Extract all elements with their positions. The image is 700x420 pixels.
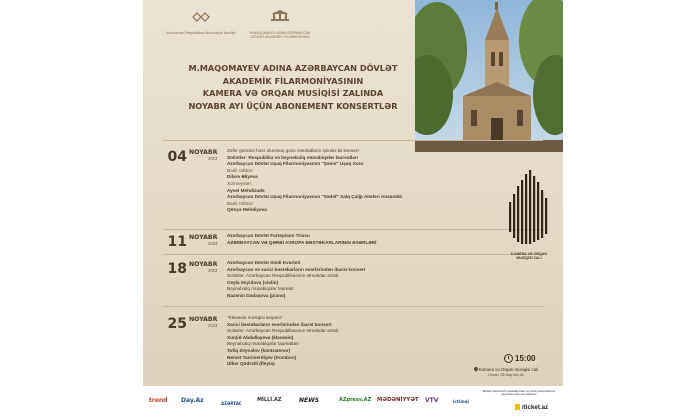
logos [161, 10, 311, 50]
sponsor-logo: trend [149, 397, 168, 404]
hall-name-line: KAMERA VƏ ORQAN [510, 252, 548, 256]
sponsor-logo: AZƏRTAC [221, 401, 242, 406]
philharmonic-emblem-icon [269, 10, 291, 24]
event-year: 2023 [208, 241, 218, 246]
event-line: Azərbaycan Dövlət Fortepiano Triosu [227, 233, 310, 238]
event-line: "Klavesin musiqisi axşamı" [227, 315, 283, 320]
event-line: Zəfər gününə həsr olunmuş gənc istedadların iştirakı ilə konsert [227, 148, 359, 153]
location-pin-icon [473, 366, 479, 372]
event-line: Tofiq Zeynalov (kontratenor) [227, 347, 291, 353]
event-line: Bədii rəhbər: [227, 200, 254, 206]
sponsor-logo: MİLLİ.AZ [257, 397, 282, 403]
event-day: 11 [167, 234, 187, 250]
divider [163, 140, 543, 141]
philharmonic-logo-text: M.MAQOMAYEV ADINA AZƏRBAYCAN DÖVLƏT AKADEMİK FİLARMONİYASI [249, 31, 311, 39]
event-line: Ceyla Seyidova (violin) [227, 279, 279, 285]
church-photo [415, 0, 563, 152]
ministry-logo [161, 10, 241, 35]
divider [163, 229, 543, 230]
event-line: Solistlər: Respublika və beynəlxalq müsabiqələr laureatları [227, 154, 359, 160]
event-line: Nemət Tanrıverdiyev (trombon) [227, 354, 297, 360]
ticket-note: Biletləri şəhərimizin kassalarından və online www.iticket.az saytından əldə edə bilərsiniz [482, 389, 556, 397]
event-month: NOYABR [189, 234, 218, 241]
ministry-logo-text: Azərbaycan Respublikası Mədəniyyət Nazirliyi [166, 31, 236, 35]
event-line: Xurşid Abdullayeva (klavesin) [227, 334, 294, 340]
event-year: 2023 [208, 156, 218, 161]
event-details [227, 315, 527, 368]
hall-name [493, 252, 563, 261]
event-details [227, 233, 527, 246]
divider [163, 254, 543, 255]
event-details [227, 148, 527, 214]
concert-poster [143, 0, 563, 420]
event-line: Solistlər: Azərbaycan Respublikasının Əməkdar artisti [227, 273, 339, 279]
venue [451, 367, 561, 372]
event-line: Azərbaycan və xarici bəstəkarların əsərlərindən ibarət konsert [227, 266, 366, 272]
ministry-emblem-icon [190, 10, 212, 24]
event-line: Aysel Mehdizadə [227, 187, 265, 193]
event-details [227, 260, 527, 300]
organ-pipes-icon [507, 168, 551, 248]
event-month: NOYABR [189, 316, 218, 323]
sponsor-logo: Day.Az [181, 397, 204, 404]
event-day: 04 [167, 149, 187, 165]
sponsor-logo: VTV [425, 397, 439, 404]
event-line: Xarici bəstəkarların əsərlərindən ibarət konsert [227, 321, 332, 327]
title-line: NOYABR AYI ÜÇÜN ABONEMENT KONSERTLƏR [188, 100, 398, 111]
sponsor-logo: MƏDƏNİYYƏT [377, 397, 419, 403]
event-line: AZƏRBAYCAN VƏ QƏRBİ AVROPA BƏSTƏKARLARININ ƏSƏRLƏRİ [227, 239, 377, 245]
event-day: 18 [167, 261, 187, 277]
event-year: 2023 [208, 268, 218, 273]
divider [163, 306, 543, 307]
event-line: Bədii rəhbər: [227, 167, 254, 173]
address: Ünvan: 28 May küç.41 [488, 373, 524, 377]
event-line: Azərbaycan Dövlət Uşaq Filarmoniyasının "Şəms" Uşaq Xoru [227, 161, 364, 167]
event-line: Beynəlxalq müsabiqələr laureatı [227, 286, 294, 292]
venue-name: Kamera və Orqan musiqisi zalı [478, 367, 539, 372]
sponsor-bar [143, 386, 563, 420]
event-line: Beynəlxalq müsabiqələr laureatları [227, 341, 299, 347]
event-line: Qönçə Mehdiyeva [227, 207, 267, 213]
sponsor-logo: AZpress.AZ [339, 397, 372, 403]
sponsor-logo: NEWS [299, 397, 320, 404]
concert-time: 15:00 [515, 354, 536, 363]
event-month: NOYABR [189, 149, 218, 156]
hall-name-line: MUSİQİSİ ZALI [516, 256, 542, 261]
title-line: AKADEMİK FİLARMONİYASININ [222, 75, 364, 86]
event-line: Solistlər: Azərbaycan Respublikasının Əməkdar artisti [227, 328, 339, 334]
iticket-logo: iticket.az [515, 404, 548, 411]
event-line: Azərbaycan Dövlət Simli Kvarteti [227, 260, 301, 265]
event-line: Ülkər Qüdrətli (fleyta) [227, 361, 275, 367]
title-line: M.MAQOMAYEV ADINA AZƏRBAYCAN DÖVLƏT [188, 63, 398, 73]
clock-icon [504, 354, 513, 363]
sponsor-logo: ictimai [453, 399, 469, 404]
event-line: Nazənin Dadaşova (piano) [227, 292, 286, 298]
philharmonic-logo [245, 10, 315, 39]
event-month: NOYABR [189, 261, 218, 268]
event-day: 25 [167, 316, 187, 332]
event-line: Dilarə Əliyeva [227, 174, 258, 180]
event-year: 2023 [208, 323, 218, 328]
title-line: KAMERA VƏ ORQAN MUSİQİSİ ZALINDA [202, 88, 384, 98]
event-line: Azərbaycan Dövlət Uşaq Filarmoniyasının "Sədəf" Xalq Çalğı Alətləri Ansamblı [227, 194, 402, 200]
event-line: Xormeyster: [227, 180, 253, 186]
poster-title [163, 62, 423, 112]
